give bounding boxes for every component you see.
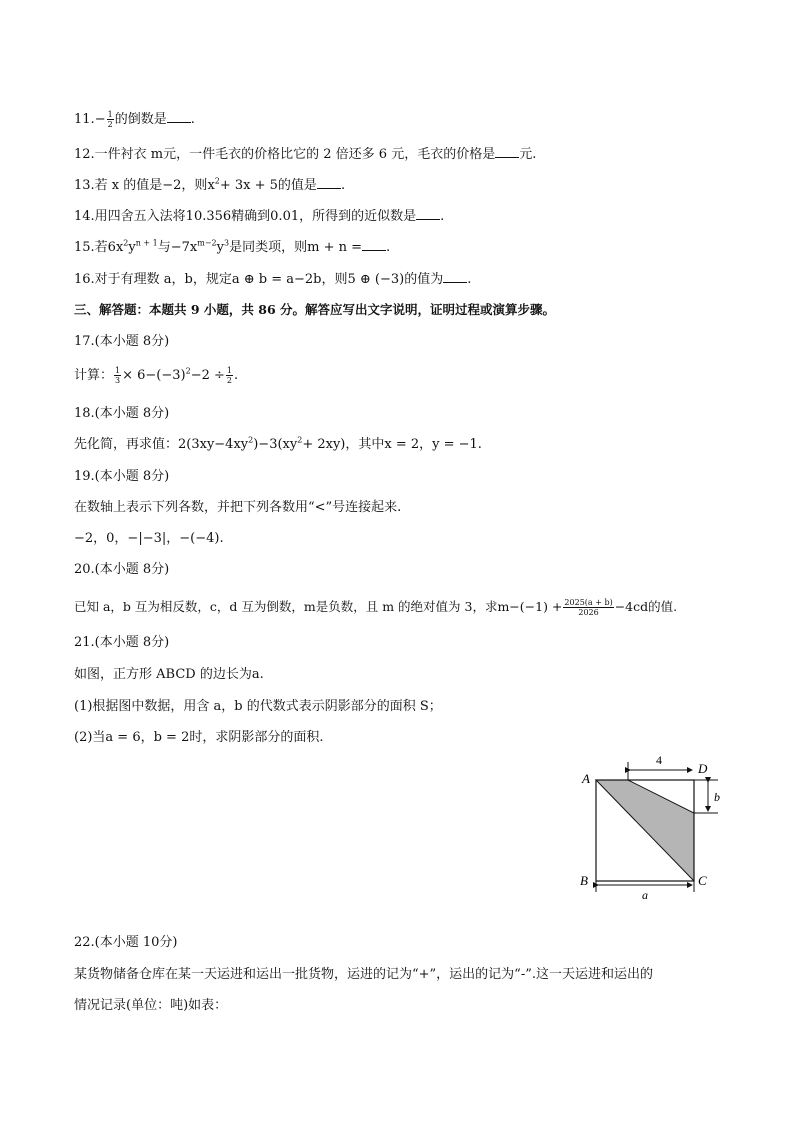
shaded-region [596,780,694,881]
question-19-heading: 19.(本小题 8分) [74,469,170,484]
question-22-body-line1: 某货物储备仓库在某一天运进和运出一批货物，运进的记为“+”，运出的记为“-”.这一天运进和运出的 [74,967,654,982]
fraction: $\frac{1}{2}$ [107,110,113,129]
question-22-body-line2: 情况记录(单位：吨)如表： [74,998,228,1013]
square-figure [576,752,736,904]
fraction: $\frac{1}{2}$ [226,366,232,385]
question-21-heading: 21.(本小题 8分) [74,635,170,650]
question-18-heading: 18.(本小题 8分) [74,406,170,421]
dim-label-bottom: a [642,888,648,902]
answer-blank [443,270,467,283]
question-19-body: 在数轴上表示下列各数，并把下列各数用“<”号连接起来. [74,500,402,515]
answer-blank [416,207,440,220]
question-20-body: 已知 a，b 互为相反数，c，d 互为倒数，m是负数，且 m 的绝对值为 3，求m−(−1) + $\frac{2025(a + b)}{2026}$ −4cd的值. [74,598,678,617]
dim-label-side: b [714,790,720,804]
question-22-heading: 22.(本小题 10分) [74,935,178,950]
question-15: 15.若$6x^2y^{n + 1}$与$-7x^{m-2}y^3$是同类项，则m + n = . [74,238,391,255]
question-11: 11.− $\frac{1}{2}$ 的倒数是 . [74,110,195,129]
section-heading: 三、解答题：本题共 9 小题，共 86 分。解答应写出文字说明，证明过程或演算步骤。 [74,302,556,317]
question-21-part2: (2)当a = 6，b = 2时，求阴影部分的面积. [74,730,324,745]
question-17-heading: 17.(本小题 8分) [74,334,170,349]
answer-blank [317,176,341,189]
fraction: $\frac{2025(a + b)}{2026}$ [564,598,613,617]
question-21-part1: (1)根据图中数据，用含 a，b 的代数式表示阴影部分的面积 S； [74,699,442,714]
question-17-body: 计算： $\frac{1}{3}$ × $6-(-3)^2-2$ ÷ $\frac{1}{2}$ . [74,366,239,385]
question-12: 12.一件衬衣 m元，一件毛衣的价格比它的 2 倍还多 6 元，毛衣的价格是 元. [74,147,537,162]
answer-blank [495,145,519,158]
question-14: 14.用四舍五入法将10.356精确到0.01，所得到的近似数是 . [74,209,445,224]
answer-blank [167,110,191,123]
question-20-heading: 20.(本小题 8分) [74,562,170,577]
question-16: 16.对于有理数 a，b，规定a ⊕ b = a−2b，则5 ⊕ (−3)的值为 . [74,272,472,287]
vertex-label-a: A [582,771,590,786]
question-18-body: 先化简，再求值：$2(3xy-4xy^2)-3(xy^2+ 2xy)$，其中x = 2，y = −1. [74,435,482,452]
fraction: $\frac{1}{3}$ [115,366,121,385]
question-19-numbers: −2，0，−|−3|，−(−4). [74,531,224,546]
vertex-label-d: D [698,761,708,776]
vertex-label-b: B [580,873,588,888]
vertex-label-c: C [698,873,707,888]
question-13: 13.若 x 的值是−2，则$x^2+ 3x + 5$的值是 . [74,176,346,193]
dim-label-top: 4 [656,753,662,767]
question-21-intro: 如图，正方形 ABCD 的边长为a. [74,667,264,682]
answer-blank [362,238,386,251]
